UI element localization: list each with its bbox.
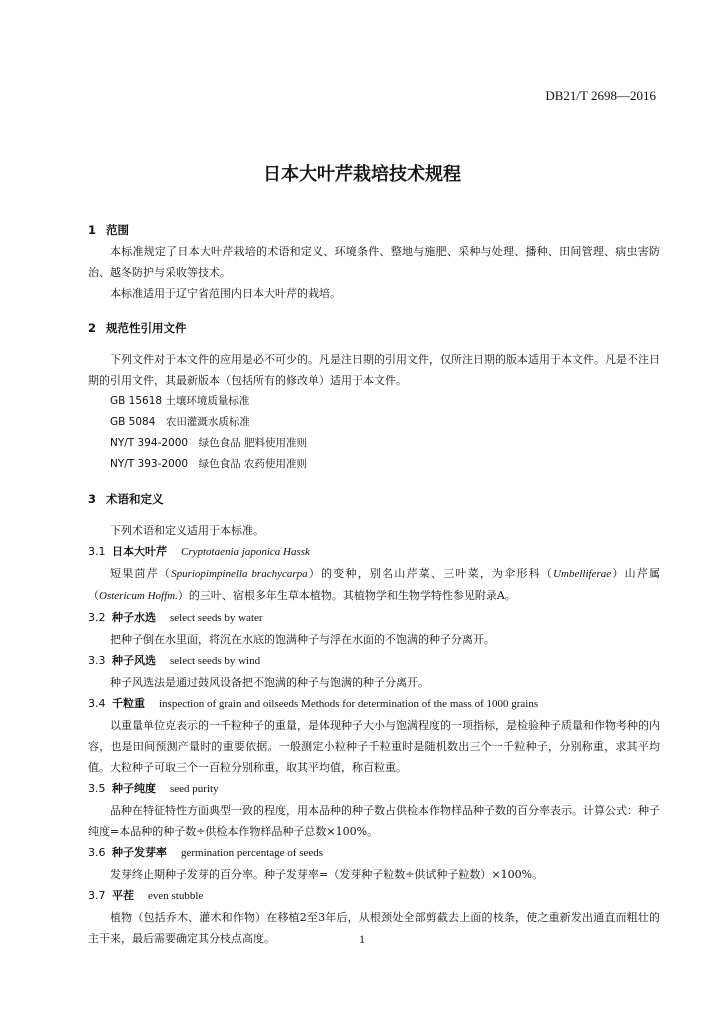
text-run: ）的变种，别名山芹菜、三叶菜，为伞形科（ bbox=[307, 567, 554, 580]
term-definition bbox=[88, 563, 660, 607]
term-heading bbox=[88, 842, 660, 864]
term-definition: 发芽终止期种子发芽的百分率。种子发芽率=（发芽种子粒数÷供试种子粒数）×100%。 bbox=[110, 868, 544, 881]
term-chinese: 平茬 bbox=[112, 889, 134, 902]
document-body bbox=[88, 220, 660, 949]
latin-name: Ostericum Hoffm. bbox=[99, 590, 178, 602]
section-heading-terms bbox=[88, 489, 660, 510]
term-number: 3.2 bbox=[88, 611, 106, 624]
term-definition: 种子风选法是通过鼓风设备把不饱满的种子与饱满的种子分离开。 bbox=[110, 676, 429, 689]
section-number: 1 bbox=[88, 223, 97, 237]
term-number: 3.5 bbox=[88, 782, 106, 795]
section-title: 术语和定义 bbox=[106, 492, 164, 506]
reference-item: GB 5084 农田灌溉水质标准 bbox=[110, 416, 250, 428]
term-english: Cryptotaenia japonica Hassk bbox=[181, 546, 310, 558]
term-number: 3.3 bbox=[88, 654, 106, 667]
term-definition: 以重量单位克表示的一千粒种子的重量，是体现种子大小与饱满程度的一项指标，是检验种子质量和作物考种的内容，也是田间预测产量时的重要依据。一般测定小粒种子千粒重时是随机数出三个一千粒种子，分别称重，求其平均值。大粒种子可取三个一百粒分别称重，取其平均值，称百粒重。 bbox=[88, 719, 660, 774]
term-english: even stubble bbox=[148, 890, 204, 902]
term-number: 3.1 bbox=[88, 545, 106, 558]
term-heading bbox=[88, 541, 660, 563]
term-english: select seeds by wind bbox=[170, 655, 261, 667]
section-number: 2 bbox=[88, 321, 97, 335]
reference-item: NY/T 393-2000 绿色食品 农药使用准则 bbox=[110, 458, 307, 470]
paragraph: 本标准适用于辽宁省范围内日本大叶芹的栽培。 bbox=[110, 287, 341, 300]
term-chinese: 种子发芽率 bbox=[112, 846, 167, 859]
term-chinese: 种子风选 bbox=[112, 654, 156, 667]
term-definition: 植物（包括乔木、灌木和作物）在移植2至3年后，从根颈处全部剪截去上面的枝条，使之重新发出通直而粗壮的主干来，最后需要确定其分枝点高度。 bbox=[88, 911, 660, 945]
document-title: 日本大叶芹栽培技术规程 bbox=[263, 164, 461, 185]
page-number: 1 bbox=[359, 932, 365, 946]
term-chinese: 日本大叶芹 bbox=[112, 545, 167, 558]
section-heading-normative-references bbox=[88, 318, 660, 339]
term-english: seed purity bbox=[170, 783, 219, 795]
text-run: ）山芹属（ bbox=[88, 567, 661, 602]
paragraph: 下列术语和定义适用于本标准。 bbox=[110, 524, 264, 537]
section-heading-scope bbox=[88, 220, 660, 241]
section-title: 规范性引用文件 bbox=[106, 321, 187, 335]
term-definition: 把种子倒在水里面，将沉在水底的饱满种子与浮在水面的不饱满的种子分离开。 bbox=[110, 633, 495, 646]
reference-item: NY/T 394-2000 绿色食品 肥料使用准则 bbox=[110, 437, 307, 449]
term-heading bbox=[88, 607, 660, 629]
latin-name: Spuriopimpinella brachycarpa bbox=[171, 568, 308, 580]
term-heading bbox=[88, 885, 660, 907]
reference-item: GB 15618 土壤环境质量标准 bbox=[110, 395, 250, 407]
term-chinese: 种子纯度 bbox=[112, 782, 156, 795]
term-heading bbox=[88, 693, 660, 715]
term-english: germination percentage of seeds bbox=[181, 847, 324, 859]
term-english: inspection of grain and oilseeds Methods for determination of the mass of 1000 grains bbox=[159, 698, 539, 710]
section-title: 范围 bbox=[106, 223, 129, 237]
text-run: 短果茴芹（ bbox=[110, 567, 172, 580]
section-number: 3 bbox=[88, 492, 97, 506]
term-number: 3.4 bbox=[88, 697, 106, 710]
term-number: 3.7 bbox=[88, 889, 106, 902]
paragraph: 本标准规定了日本大叶芹栽培的术语和定义、环境条件、整地与施肥、采种与处理、播种、田间管理、病虫害防治、越冬防护与采收等技术。 bbox=[88, 245, 660, 279]
paragraph: 下列文件对于本文件的应用是必不可少的。凡是注日期的引用文件，仅所注日期的版本适用于本文件。凡是不注日期的引用文件，其最新版本（包括所有的修改单）适用于本文件。 bbox=[88, 353, 660, 387]
standard-number: DB21/T 2698—2016 bbox=[545, 88, 656, 103]
term-definition: 品种在特征特性方面典型一致的程度，用本品种的种子数占供检本作物样品种子数的百分率表示。计算公式：种子纯度=本品种的种子数÷供检本作物样品种子总数×100%。 bbox=[88, 804, 660, 838]
term-english: select seeds by water bbox=[170, 612, 263, 624]
text-run: ）的三叶、宿根多年生草本植物。其植物学和生物学特性参见附录A。 bbox=[177, 589, 516, 602]
term-heading bbox=[88, 778, 660, 800]
term-number: 3.6 bbox=[88, 846, 106, 859]
latin-name: Umbelliferae bbox=[553, 568, 612, 580]
term-chinese: 千粒重 bbox=[112, 697, 145, 710]
term-heading bbox=[88, 650, 660, 672]
term-chinese: 种子水选 bbox=[112, 611, 156, 624]
